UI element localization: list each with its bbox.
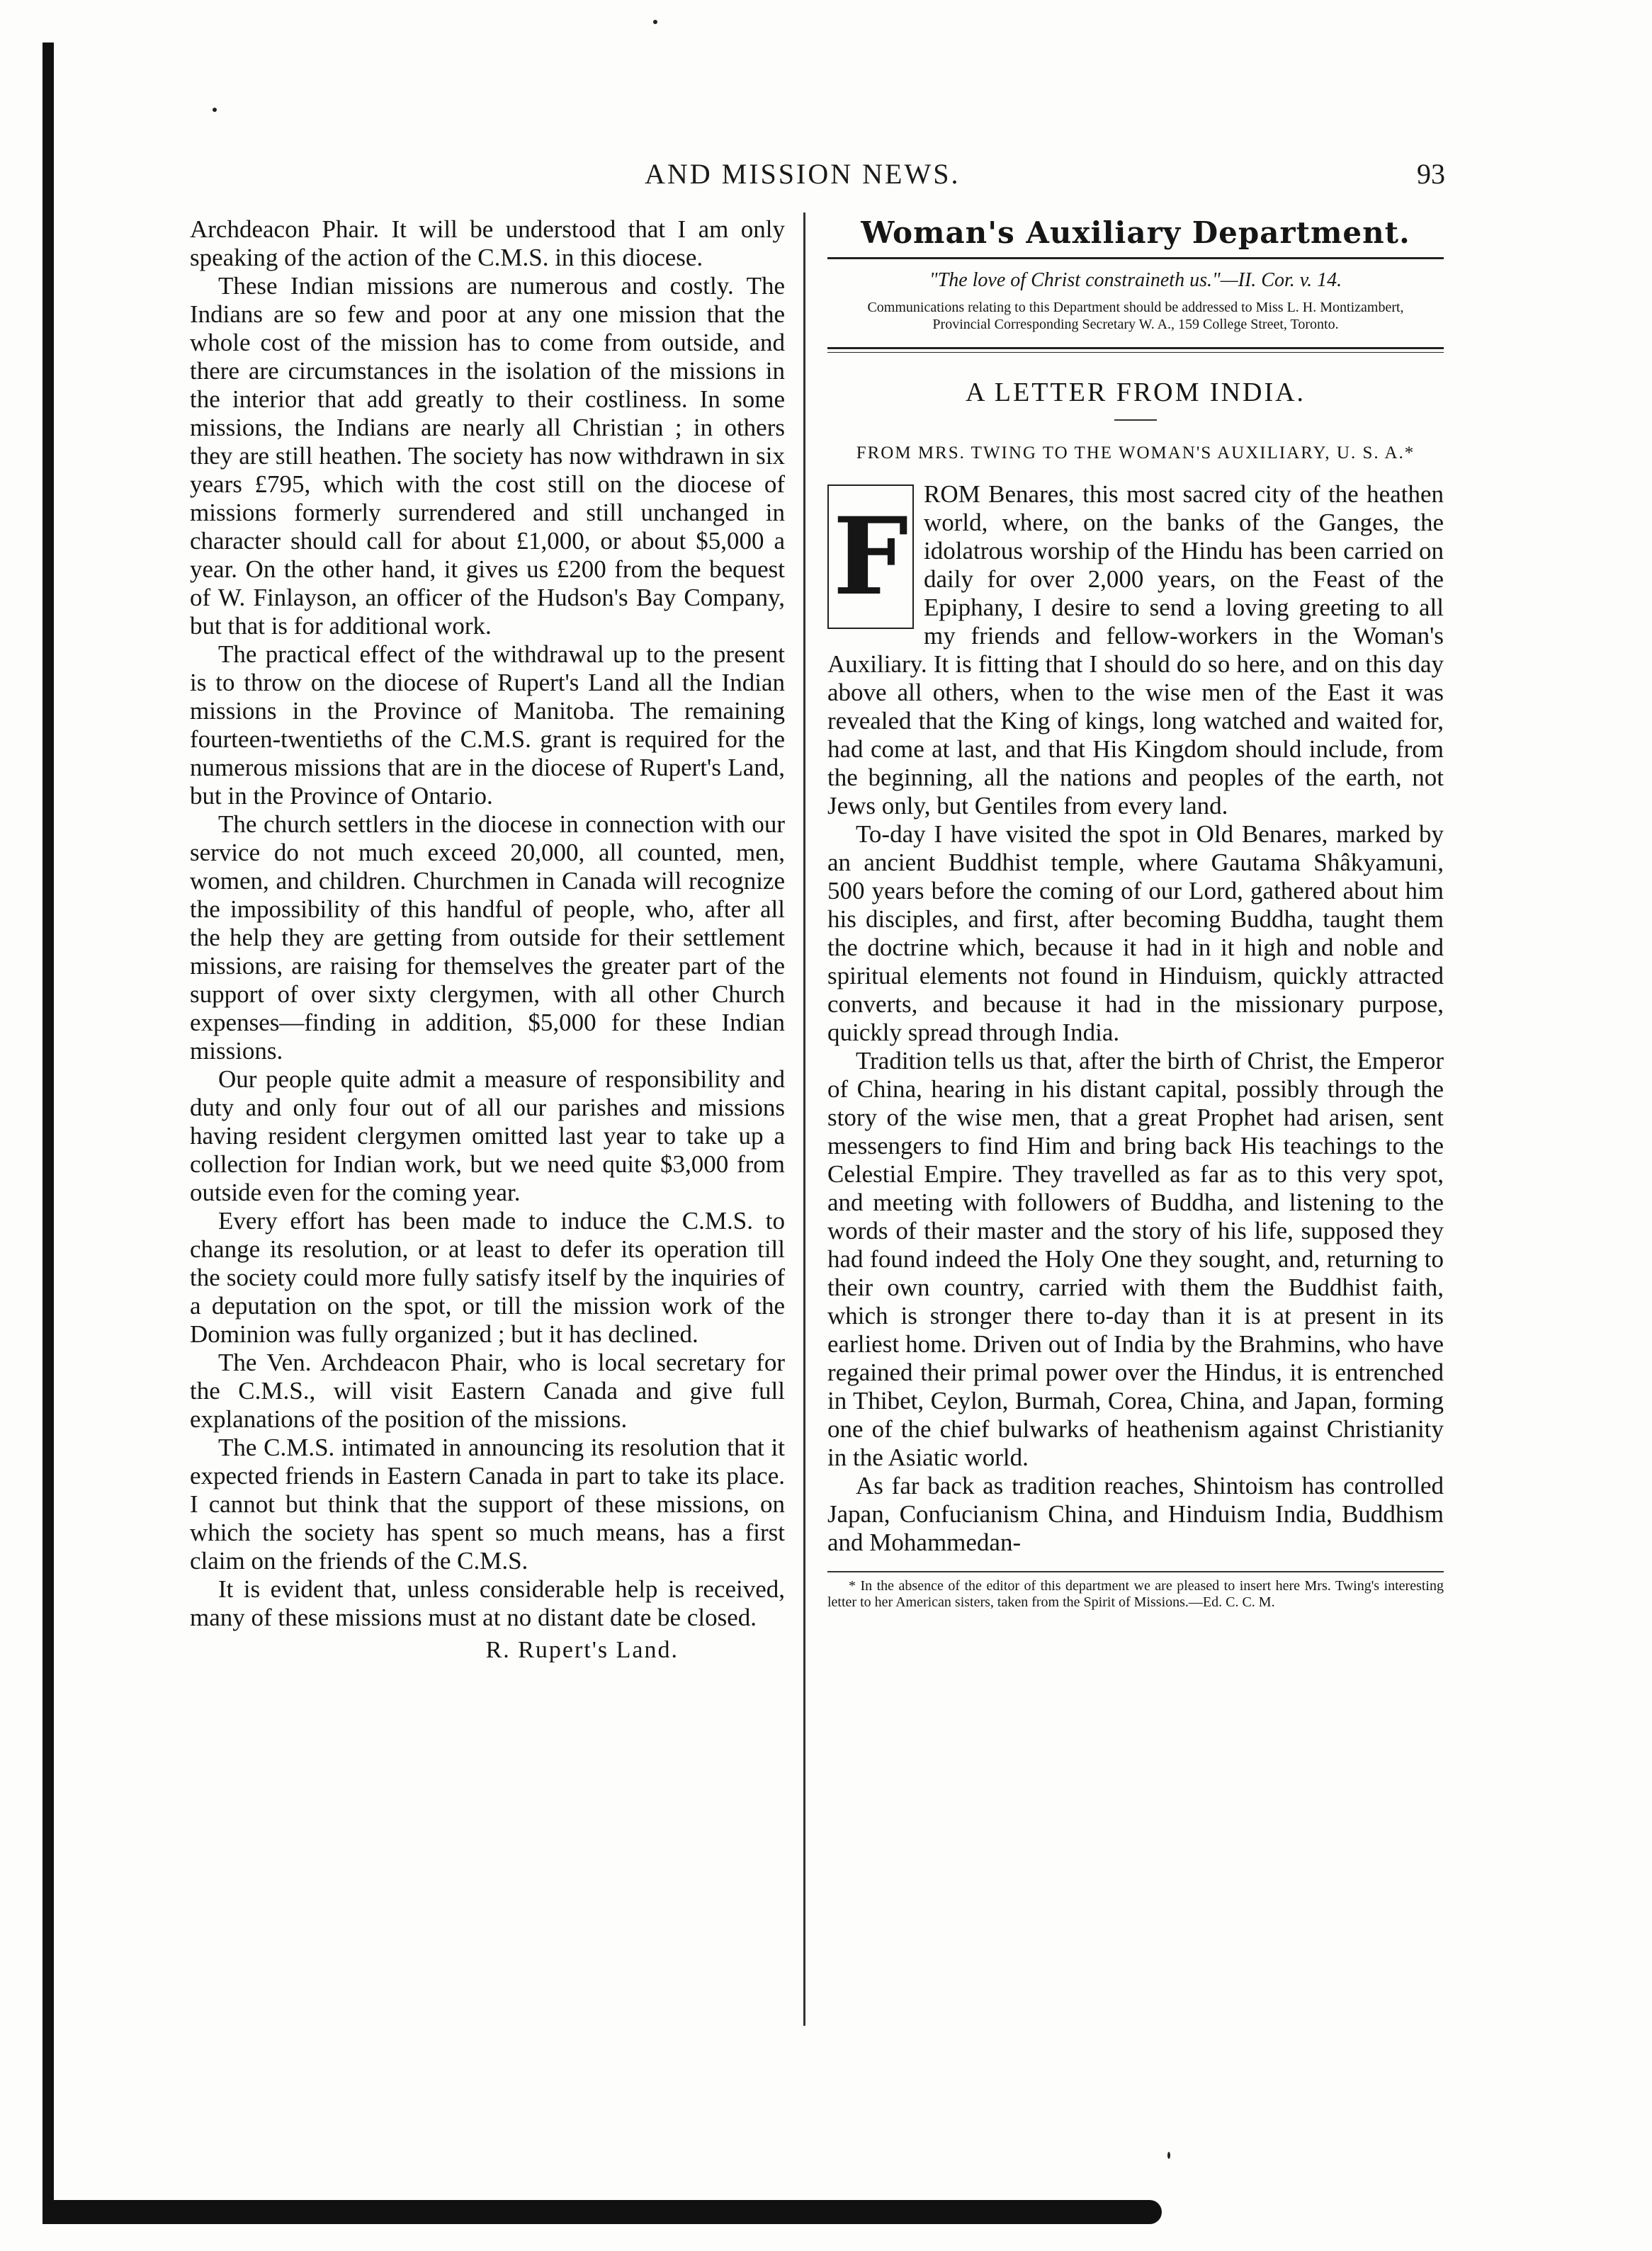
signature: R. Rupert's Land. — [485, 1637, 679, 1663]
running-title: AND MISSION NEWS. — [645, 158, 961, 190]
paragraph: Every effort has been made to induce the C.M.S. to change its resolution, or at least to defer its operation till the society could more fully satisfy itself by the inquiries of a deputation on the spot, or till the mission work of the Dominion was fully organized ; but it has declined. — [190, 1207, 785, 1348]
right-column — [827, 215, 1444, 1611]
left-column — [190, 215, 785, 1665]
motto: "The love of Christ constraineth us."—II. Cor. v. 14. — [929, 269, 1342, 291]
dropcap: F — [827, 484, 914, 629]
paragraph: It is evident that, unless considerable help is received, many of these missions must at no distant date be closed. — [190, 1575, 785, 1631]
paragraph: The practical effect of the withdrawal up to the present is to throw on the diocese of Rupert's Land all the Indian missions in the Province of Manitoba. The remaining fourteen-twentieths of the C.M.S. grant is required for the numerous missions that are in the diocese of Rupert's Land, but in the Province of Ontario. — [190, 640, 785, 810]
footnote-rule — [827, 1571, 1444, 1572]
paragraph: To-day I have visited the spot in Old Benares, marked by an ancient Buddhist temple, where Gautama Shâkyamuni, 500 years before the coming of our Lord, gathered about him his disciples, and first, after becoming Buddha, taught them the doctrine which, because it had in it high and noble and spiritual elements not found in Hinduism, quickly attracted converts, and because it had in the missionary purpose, quickly spread through India. — [827, 820, 1444, 1046]
scan-speck — [653, 20, 657, 24]
opening-text: ROM Benares, this most sacred city of the heathen world, where, on the banks of the Ganges, the idolatrous worship of the Hindu has been carried on daily for over 2,000 years, on the Feast of the Epiphany, I desire to send a loving greeting to all my friends and fellow-workers in the Woman's Auxiliary. It is fitting that I should do so here, and on this day above all others, when to the wise men of the East it was revealed that the King of kings, long watched and waited for, had come at last, and that His Kingdom should include, from the beginning, all the nations and peoples of the earth, not Jews only, but Gentiles from every land. — [827, 480, 1444, 820]
footnote: * In the absence of the editor of this department we are pleased to insert here Mrs. Twing's interesting letter to her American sisters, taken from the Spirit of Missions.—Ed. C. C. M. — [827, 1578, 1444, 1610]
article-title: A LETTER FROM INDIA. — [965, 378, 1306, 407]
page-number: 93 — [1417, 158, 1445, 190]
title-rule — [1114, 419, 1157, 421]
column-divider — [803, 212, 805, 2026]
section-rule — [827, 257, 1444, 259]
department-title: Woman's Auxiliary Department. — [861, 215, 1410, 250]
scan-border-left — [43, 42, 54, 2224]
paragraph: Archdeacon Phair. It will be understood that I am only speaking of the action of the C.M.S. in this diocese. — [190, 215, 785, 271]
paragraph: These Indian missions are numerous and costly. The Indians are so few and poor at any one mission that the whole cost of the mission has to come from outside, and there are circumstances in the isolation of the missions in the interior that add greatly to their costliness. In some missions, the Indians are nearly all Christian ; in others they are still heathen. The society has now withdrawn in six years £795, which with the cost still on the diocese of missions formerly surrendered and still unchanged in character should call for about £1,000, or about $5,000 a year. On the other hand, it gives us £200 from the bequest of W. Finlayson, an officer of the Hudson's Bay Company, but that is for additional work. — [190, 272, 785, 640]
paragraph: Our people quite admit a measure of responsibility and duty and only four out of all our parishes and missions having resident clergymen omitted last year to take up a collection for Indian work, but we need quite $3,000 from outside even for the coming year. — [190, 1065, 785, 1206]
scan-border-bottom — [43, 2200, 1162, 2224]
page-header — [191, 157, 1445, 200]
paragraph: The C.M.S. intimated in announcing its resolution that it expected friends in Eastern Canada in part to take its place. I cannot but think that the support of these missions, on which the society has spent so much means, has a first claim on the friends of the C.M.S. — [190, 1434, 785, 1575]
paragraph: As far back as tradition reaches, Shintoism has controlled Japan, Confucianism China, and Hinduism India, Buddhism and Mohammedan- — [827, 1472, 1444, 1556]
byline: FROM MRS. TWING TO THE WOMAN'S AUXILIARY, U. S. A.* — [856, 443, 1415, 463]
department-note: Communications relating to this Department should be addressed to Miss L. H. Montizambert, Provincial Corresponding Secretary W. A., 159 College Street, Toronto. — [867, 300, 1404, 332]
paragraph: Tradition tells us that, after the birth of Christ, the Emperor of China, hearing in his distant capital, possibly through the story of the wise men, that a great Prophet had arisen, sent messengers to find Him and bring back His teachings to the Celestial Empire. They travelled as far as to this very spot, and meeting with followers of Buddha, and listening to the words of their master and the story of his life, supposed they had found indeed the Holy One they sought, and, returning to their own country, carried with them the Buddhist faith, which is stronger there to-day than it is at present in its earliest home. Driven out of India by the Brahmins, who have regained their primal power over the Hindus, it is entrenched in Thibet, Ceylon, Burmah, Corea, China, and Japan, forming one of the chief bulwarks of heathenism against Christianity in the Asiatic world. — [827, 1047, 1444, 1471]
paragraph: The Ven. Archdeacon Phair, who is local secretary for the C.M.S., will visit Eastern Canada and give full explanations of the position of the missions. — [190, 1349, 785, 1433]
scan-speck — [1167, 2152, 1170, 2159]
scan-speck — [213, 108, 217, 112]
section-rule — [827, 347, 1444, 353]
paragraph: The church settlers in the diocese in connection with our service do not much exceed 20,000, all counted, men, women, and children. Churchmen in Canada will recognize the impossibility of this handful of people, who, after all the help they are getting from outside for their settlement missions, are raising for themselves the greater part of the support of over sixty clergymen, with all other Church expenses—finding in addition, $5,000 for these Indian missions. — [190, 810, 785, 1065]
opening-paragraph — [827, 480, 1444, 820]
